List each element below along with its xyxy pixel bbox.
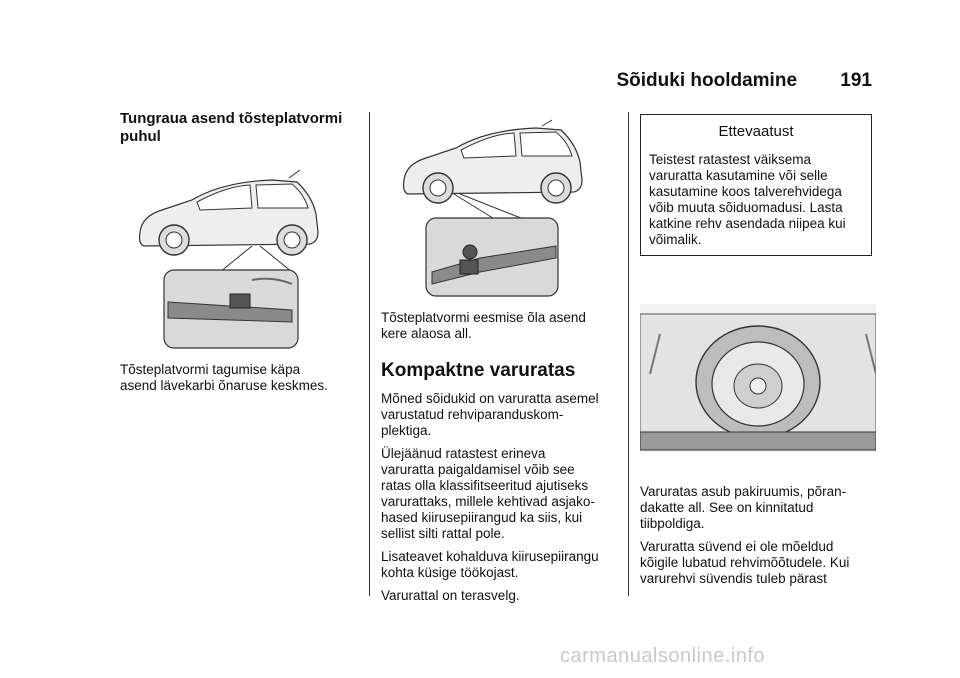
paragraph-spare-well: Varuratta süvend ei ole mõeldud kõigile lubatud rehvimõõtudele. Kui varurehvi süvendis tuleb pärast <box>640 539 850 586</box>
car-rear-jack-illustration <box>132 160 328 352</box>
paragraph-2: Ülejäänud ratastest erineva varuratta paigaldamisel võib see ratas olla klassifitseeritud ajutiseks varurattaks, millele kehtivad asjako- hased kiirusepiirangud ka siis, kui sellist silti rattal pole. <box>381 446 595 541</box>
car-front-jack-illustration <box>396 118 592 300</box>
paragraph-1: Mõned sõidukid on varuratta asemel varustatud rehviparanduskom- plektiga. <box>381 391 599 438</box>
paragraph-4: Varurattal on terasvelg. <box>381 588 520 603</box>
paragraph-3: Lisateavet kohalduva kiirusepiirangu kohta küsige töökojast. <box>381 549 599 580</box>
warning-title: Ettevaatust <box>718 123 794 140</box>
section-title: Sõiduki hooldamine <box>616 70 798 91</box>
paragraph-spare-location: Varuratas asub pakiruumis, põran- dakatte all. See on kinnitatud tiibpoldiga. <box>640 484 847 531</box>
warning-box: Ettevaatust Teistest ratastest väiksema varuratta kasutamine või selle kasutamine koos talverehvidega võib muuta sõiduomadusi. Lasta katkine rehv asendada niipea kui võimalik. <box>640 114 872 256</box>
column-1 <box>120 108 356 146</box>
column-2: Tõsteplatvormi eesmise õla asend kere alaosa all. Kompaktne varuratas Mõned sõidukid on varuratta asemel varustatud rehviparanduskom- plektiga. Ülejäänud ratastest erineva varuratta paigaldamisel võib see ratas olla klassifitseeritud ajutiseks varurattaks, millele kehtivad asjako- hased kiirusepiirangud ka siis, kui sellist silti rattal pole. Lisateavet kohalduva kiirusepiirangu kohta küsige töökojast. Varurattal on terasvelg. <box>381 310 617 604</box>
page-header <box>617 70 873 92</box>
caption-front-jack: Tõsteplatvormi eesmise õla asend <box>381 310 586 325</box>
spare-wheel-illustration <box>640 304 876 452</box>
jack-position-heading: Tungraua asend tõsteplatvormi puhul <box>120 110 343 145</box>
page-number: 191 <box>840 70 872 91</box>
watermark: carmanualsonline.info <box>560 645 766 667</box>
column-3 <box>640 484 876 587</box>
column-divider <box>369 112 370 596</box>
column-divider <box>628 112 629 596</box>
caption-rear-jack: Tõsteplatvormi tagumise käpa asend lävekarbi õnaruse keskmes. <box>120 362 328 393</box>
compact-spare-heading: Kompaktne varuratas <box>381 360 576 381</box>
